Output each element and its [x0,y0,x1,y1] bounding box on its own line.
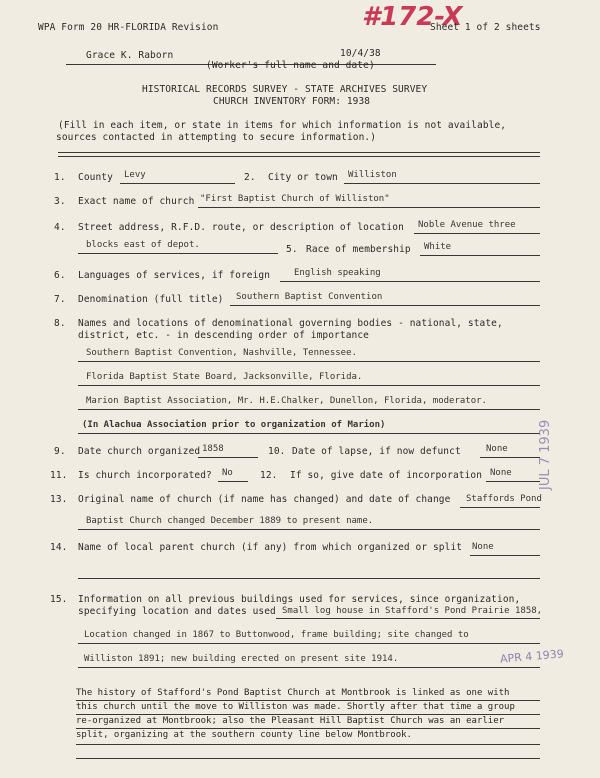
form-id: WPA Form 20 HR-FLORIDA Revision [38,22,219,33]
item-9-label: Date church organized [78,446,201,457]
item-15-number: 15. [50,594,68,605]
item-5-value: White [424,242,452,252]
item-11-label: Is church incorporated? [78,470,212,481]
governing-body-note: (In Alachua Association prior to organization of Marion) [82,420,386,430]
worker-name: Grace K. Raborn [86,50,174,61]
item-13-label: Original name of church (if name has changed) and date of change [78,494,451,505]
item-4-value-continued: blocks east of depot. [86,240,200,250]
previous-building-2: Williston 1891; new building erected on present site 1914. [84,654,399,664]
item-3-label: Exact name of church [78,196,195,207]
sheet-count: Sheet 1 of 2 sheets [430,22,541,33]
item-5-label: Race of membership [306,244,411,255]
item-11-value: No [222,468,233,478]
note-line-2: this church until the move to Williston was made. Shortly after that time a group [76,702,515,712]
item-8-number: 8. [54,318,66,329]
item-2-label: City or town [268,172,338,183]
item-7-number: 7. [54,294,66,305]
item-8-label-line1: Names and locations of denominational governing bodies - national, state, [78,318,503,329]
item-9-value: 1858 [202,444,224,454]
note-line-3: re-organized at Montbrook; also the Pleasant Hill Baptist Church was an earlier [76,716,505,726]
handwritten-catalog-number: #172-X [362,2,463,32]
item-3-number: 3. [54,196,66,207]
form-title-line1: HISTORICAL RECORDS SURVEY - STATE ARCHIVES SURVEY [142,84,428,95]
previous-building-1: Location changed in 1867 to Buttonwood, frame building; site changed to [84,630,469,640]
item-4-value: Noble Avenue three [418,220,516,230]
item-12-number: 12. [260,470,278,481]
worker-caption: (Worker's full name and date) [206,60,375,71]
item-3-value: "First Baptist Church of Williston" [200,194,390,204]
item-7-label: Denomination (full title) [78,294,224,305]
item-15-value: Small log house in Stafford's Pond Prairie 1858, [282,606,543,616]
top-divider [58,152,540,157]
item-13-value-continued: Baptist Church changed December 1889 to present name. [86,516,374,526]
note-line-4: split, organizing at the southern county line below Montbrook. [76,730,412,740]
item-1-label: County [78,172,113,183]
item-10-label: Date of lapse, if now defunct [292,446,461,457]
item-9-number: 9. [54,446,66,457]
item-6-label: Languages of services, if foreign [78,270,271,281]
item-14-label: Name of local parent church (if any) from which organized or split [78,542,463,553]
item-12-value: None [490,468,512,478]
item-15-label-line1: Information on all previous buildings used for services, since organization, [78,594,521,605]
item-7-value: Southern Baptist Convention [236,292,383,302]
item-10-number: 10. [268,446,286,457]
item-1-number: 1. [54,172,66,183]
item-2-value: Williston [348,170,397,180]
item-11-number: 11. [50,470,68,481]
worker-date: 10/4/38 [340,48,381,59]
item-4-number: 4. [54,222,66,233]
item-6-number: 6. [54,270,66,281]
item-13-value: Staffords Pond [466,494,542,504]
received-stamp-jul: JUL 7 1939 [538,419,553,490]
item-13-number: 13. [50,494,68,505]
item-15-label-line2: specifying location and dates used [78,606,276,617]
governing-body-2: Florida Baptist State Board, Jacksonville, Florida. [86,372,363,382]
item-14-number: 14. [50,542,68,553]
instructions-line1: (Fill in each item, or state in items for which information is not available, [58,120,507,131]
item-10-value: None [486,444,508,454]
item-14-value: None [472,542,494,552]
received-stamp-apr: APR 4 1939 [499,647,565,666]
note-line-1: The history of Stafford's Pond Baptist Church at Montbrook is linked as one with [76,688,510,698]
governing-body-3: Marion Baptist Association, Mr. H.E.Chalker, Dunellon, Florida, moderator. [86,396,487,406]
item-4-label: Street address, R.F.D. route, or description of location [78,222,404,233]
governing-body-1: Southern Baptist Convention, Nashville, Tennessee. [86,348,357,358]
item-8-label-line2: district, etc. - in descending order of importance [78,330,369,341]
item-12-label: If so, give date of incorporation [290,470,483,481]
item-6-value: English speaking [294,268,381,278]
item-5-number: 5. [286,244,298,255]
instructions-line2: sources contacted in attempting to secure information.) [56,132,377,143]
form-title-line2: CHURCH INVENTORY FORM: 1938 [213,96,371,107]
item-1-value: Levy [124,170,146,180]
item-2-number: 2. [244,172,256,183]
